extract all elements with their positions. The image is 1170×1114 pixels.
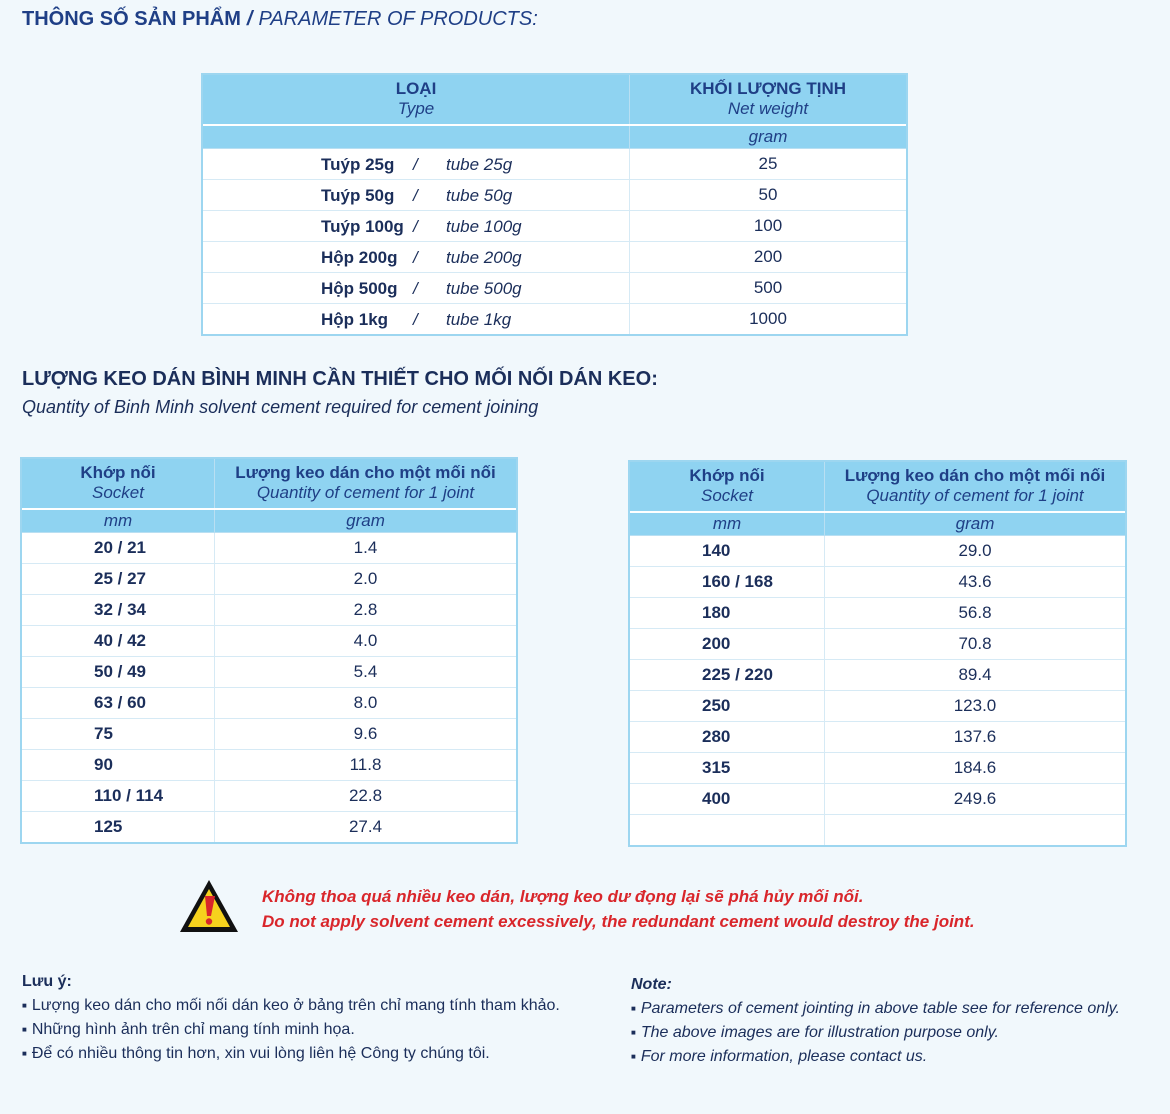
notes-en-item: ■ For more information, please contact us.	[631, 1045, 1120, 1069]
warning-triangle-icon	[178, 878, 240, 934]
title-en: PARAMETER OF PRODUCTS:	[258, 8, 538, 30]
product-type-cell	[203, 149, 630, 180]
product-type-en: tube 1kg	[446, 310, 512, 329]
joint-cement-qty: 9.6	[215, 719, 517, 750]
product-type-cell	[203, 211, 630, 242]
notes-en-item: ■ The above images are for illustration purpose only.	[631, 1021, 1120, 1045]
product-row	[203, 211, 907, 242]
joint-row	[22, 750, 517, 781]
product-type-vn: Tuýp 100g	[321, 217, 404, 236]
header-socket-vn: Khớp nối	[80, 463, 156, 483]
header-type-en: Type	[397, 99, 435, 119]
header-socket-en: Socket	[92, 483, 144, 503]
product-weight: 200	[630, 242, 907, 273]
joint-cement-qty: 70.8	[825, 629, 1126, 660]
header-qty	[825, 462, 1126, 512]
joint-cement-qty: 22.8	[215, 781, 517, 812]
header-weight-en: Net weight	[727, 99, 809, 119]
product-row	[203, 273, 907, 304]
joint-cement-qty: 137.6	[825, 722, 1126, 753]
warning-message	[262, 884, 975, 934]
product-row	[203, 149, 907, 180]
product-type-cell	[203, 180, 630, 211]
joint-cement-qty: 56.8	[825, 598, 1126, 629]
products-table	[202, 74, 907, 335]
unit-type-empty	[203, 125, 630, 149]
joint-socket-size: 225 / 220	[630, 660, 825, 691]
joint-cement-qty: 184.6	[825, 753, 1126, 784]
joint-cement-qty: 43.6	[825, 567, 1126, 598]
joint-row	[630, 691, 1126, 722]
joint-cement-qty: 27.4	[215, 812, 517, 843]
joint-socket-size: 32 / 34	[22, 595, 215, 626]
unit-qty: gram	[825, 512, 1126, 536]
product-row	[203, 242, 907, 273]
header-weight	[630, 75, 907, 125]
joint-row	[630, 536, 1126, 567]
joint-socket-size: 75	[22, 719, 215, 750]
joint-cement-qty: 89.4	[825, 660, 1126, 691]
notes-vn-heading: Lưu ý:	[22, 973, 72, 990]
product-type-separator: /	[413, 279, 418, 298]
product-type-cell	[203, 242, 630, 273]
header-socket-vn: Khớp nối	[689, 466, 765, 486]
joint-socket-size: 180	[630, 598, 825, 629]
warning-line-en: Do not apply solvent cement excessively, the redundant cement would destroy the joint.	[262, 912, 975, 931]
product-type-separator: /	[413, 248, 418, 267]
joint-row	[22, 719, 517, 750]
joint-cement-qty: 8.0	[215, 688, 517, 719]
notes-en-heading: Note:	[631, 976, 672, 993]
joint-cement-qty: 1.4	[215, 533, 517, 564]
notes-vn-item: ■ Lượng keo dán cho mối nối dán keo ở bảng trên chỉ mang tính tham khảo.	[22, 994, 560, 1018]
joint-socket-size: 110 / 114	[22, 781, 215, 812]
section-title-quantity: LƯỢNG KEO DÁN BÌNH MINH CẦN THIẾT CHO MỐI NỐI DÁN KEO:	[22, 368, 658, 390]
joint-row	[630, 660, 1126, 691]
joint-socket-size: 50 / 49	[22, 657, 215, 688]
product-weight: 25	[630, 149, 907, 180]
unit-qty: gram	[215, 509, 517, 533]
header-qty-en: Quantity of cement for 1 joint	[256, 483, 475, 503]
joint-row	[630, 722, 1126, 753]
joint-socket-size: 25 / 27	[22, 564, 215, 595]
title-vn: THÔNG SỐ SẢN PHẨM	[22, 8, 241, 30]
joint-row	[22, 595, 517, 626]
joint-table-left	[21, 458, 517, 843]
joint-cement-qty: 249.6	[825, 784, 1126, 815]
notes-en	[631, 973, 1120, 1069]
product-type-vn: Hộp 1kg	[321, 310, 389, 329]
joint-row	[630, 753, 1126, 784]
joint-row	[22, 626, 517, 657]
product-weight: 100	[630, 211, 907, 242]
joint-socket-size: 125	[22, 812, 215, 843]
joint-row	[22, 688, 517, 719]
warning-line-vn: Không thoa quá nhiều keo dán, lượng keo dư đọng lại sẽ phá hủy mối nối.	[262, 887, 864, 906]
product-type-vn: Hộp 500g	[321, 279, 398, 298]
product-type-vn: Tuýp 50g	[321, 186, 395, 205]
joint-socket-size	[630, 815, 825, 846]
joint-row	[630, 598, 1126, 629]
header-type-vn: LOẠI	[395, 79, 437, 99]
joint-row	[22, 564, 517, 595]
joint-socket-size: 63 / 60	[22, 688, 215, 719]
joint-cement-qty: 11.8	[215, 750, 517, 781]
product-type-en: tube 25g	[446, 155, 513, 174]
product-type-separator: /	[413, 310, 418, 329]
product-weight: 500	[630, 273, 907, 304]
product-type-en: tube 200g	[446, 248, 522, 267]
section-subtitle-quantity: Quantity of Binh Minh solvent cement required for cement joining	[22, 397, 539, 417]
header-socket-en: Socket	[701, 486, 753, 506]
joint-cement-qty: 123.0	[825, 691, 1126, 722]
section-title-products	[22, 8, 538, 31]
joint-socket-size: 20 / 21	[22, 533, 215, 564]
header-socket	[630, 462, 825, 512]
joint-row	[630, 815, 1126, 846]
joint-cement-qty: 2.0	[215, 564, 517, 595]
unit-socket: mm	[22, 509, 215, 533]
product-row	[203, 304, 907, 335]
product-type-vn: Tuýp 25g	[321, 155, 395, 174]
header-qty-vn: Lượng keo dán cho một mối nối	[844, 466, 1106, 486]
header-weight-vn: KHỐI LƯỢNG TỊNH	[689, 79, 847, 99]
product-weight: 50	[630, 180, 907, 211]
joint-row	[630, 629, 1126, 660]
product-type-separator: /	[413, 186, 418, 205]
joint-cement-qty: 5.4	[215, 657, 517, 688]
joint-socket-size: 90	[22, 750, 215, 781]
joint-row	[22, 781, 517, 812]
joint-cement-qty	[825, 815, 1126, 846]
joint-cement-qty: 29.0	[825, 536, 1126, 567]
product-type-en: tube 500g	[446, 279, 522, 298]
joint-table-right	[629, 461, 1126, 846]
header-socket	[22, 459, 215, 509]
notes-en-item: ■ Parameters of cement jointing in above table see for reference only.	[631, 997, 1120, 1021]
title-separator: /	[246, 8, 253, 30]
joint-row	[22, 533, 517, 564]
joint-socket-size: 160 / 168	[630, 567, 825, 598]
product-type-separator: /	[413, 155, 418, 174]
joint-socket-size: 40 / 42	[22, 626, 215, 657]
notes-vn-item: ■ Những hình ảnh trên chỉ mang tính minh họa.	[22, 1018, 560, 1042]
product-type-en: tube 50g	[446, 186, 513, 205]
joint-socket-size: 200	[630, 629, 825, 660]
header-qty-vn: Lượng keo dán cho một mối nối	[235, 463, 496, 483]
joint-socket-size: 400	[630, 784, 825, 815]
product-type-separator: /	[413, 217, 418, 236]
header-qty	[215, 459, 517, 509]
joint-row	[22, 657, 517, 688]
joint-cement-qty: 2.8	[215, 595, 517, 626]
header-qty-en: Quantity of cement for 1 joint	[866, 486, 1084, 506]
joint-socket-size: 280	[630, 722, 825, 753]
joint-row	[630, 567, 1126, 598]
unit-weight: gram	[630, 125, 907, 149]
product-type-cell	[203, 304, 630, 335]
notes-vn-item: ■ Để có nhiều thông tin hơn, xin vui lòng liên hệ Công ty chúng tôi.	[22, 1042, 560, 1066]
product-type-en: tube 100g	[446, 217, 522, 236]
product-row	[203, 180, 907, 211]
product-weight: 1000	[630, 304, 907, 335]
joint-row	[22, 812, 517, 843]
joint-cement-qty: 4.0	[215, 626, 517, 657]
joint-socket-size: 140	[630, 536, 825, 567]
notes-vn	[22, 970, 560, 1066]
product-type-cell	[203, 273, 630, 304]
product-type-vn: Hộp 200g	[321, 248, 398, 267]
unit-socket: mm	[630, 512, 825, 536]
joint-row	[630, 784, 1126, 815]
header-type	[203, 75, 630, 125]
joint-socket-size: 250	[630, 691, 825, 722]
joint-socket-size: 315	[630, 753, 825, 784]
